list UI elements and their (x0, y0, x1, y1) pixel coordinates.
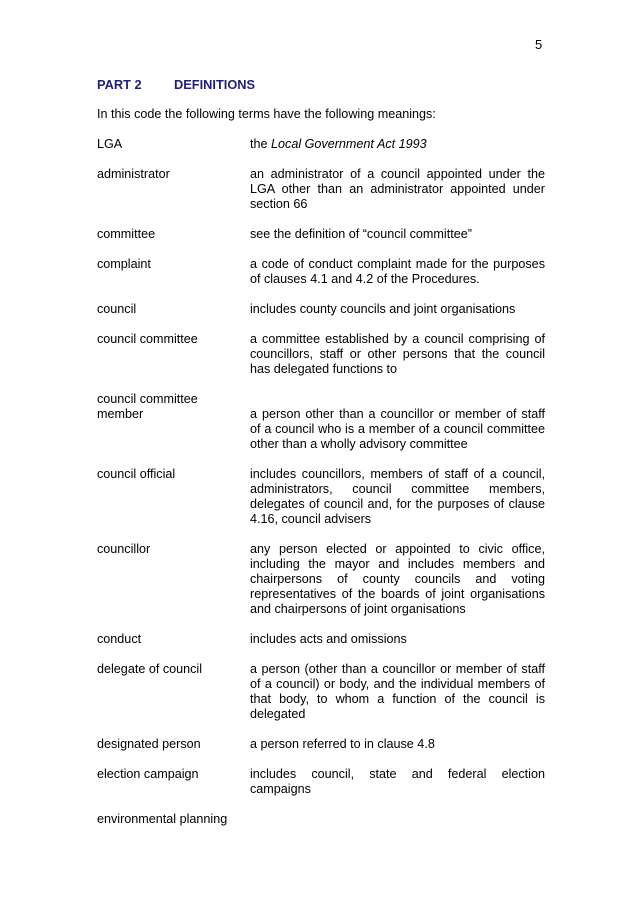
part-title: DEFINITIONS (174, 77, 256, 92)
definitions-list (97, 137, 545, 842)
definition (250, 137, 545, 152)
term: LGA (97, 137, 123, 151)
definition: includes council, state and federal election campaigns (250, 767, 545, 796)
term-line: council committee (97, 392, 198, 406)
definition: a committee established by a council comprising of councillors, staff or other persons that the council has delegated functions to (250, 332, 545, 376)
definition: see the definition of “council committee” (250, 227, 472, 241)
definition: a person other than a councillor or member of staff of a council who is a member of a council committee other than a wholly advisory committee (250, 407, 545, 451)
definition-row (97, 632, 545, 647)
definition-row (97, 392, 545, 452)
term: councillor (97, 542, 151, 556)
definition-row (97, 737, 545, 752)
definition-row (97, 812, 545, 827)
definition: a person (other than a councillor or member of staff of a council) or body, and the individual members of that body, to whom a function of the council is delegated (250, 662, 545, 721)
intro-text: In this code the following terms have the following meanings: (97, 107, 436, 121)
page-number: 5 (535, 37, 543, 52)
definition: an administrator of a council appointed under the LGA other than an administrator appointed under section 66 (250, 167, 545, 211)
definition: includes acts and omissions (250, 632, 407, 646)
definition-row (97, 542, 545, 617)
part-heading (97, 77, 255, 92)
definition-row (97, 662, 545, 722)
term-line: member (97, 407, 144, 421)
term: election campaign (97, 767, 199, 781)
definition-row (97, 137, 545, 152)
term (97, 392, 250, 452)
term: complaint (97, 257, 151, 271)
definition-row (97, 467, 545, 527)
definition: includes councillors, members of staff of a council, administrators, council committee members, delegates of council and, for the purposes of clause 4.16, council advisers (250, 467, 545, 526)
term: council official (97, 467, 176, 481)
term: council committee (97, 332, 198, 346)
definition-italic: Local Government Act 1993 (271, 137, 427, 151)
definition-row (97, 227, 545, 242)
term: environmental planning (97, 812, 228, 826)
term: conduct (97, 632, 142, 646)
definition-row (97, 257, 545, 287)
definition-row (97, 332, 545, 377)
term: administrator (97, 167, 170, 181)
definition-row (97, 767, 545, 797)
definition-row (97, 167, 545, 212)
part-label: PART 2 (97, 77, 142, 92)
term: council (97, 302, 137, 316)
term: delegate of council (97, 662, 203, 676)
definition-row (97, 302, 545, 317)
definition: a person referred to in clause 4.8 (250, 737, 435, 751)
term: designated person (97, 737, 201, 751)
definition-prefix: the (250, 137, 272, 151)
definition: a code of conduct complaint made for the purposes of clauses 4.1 and 4.2 of the Procedures. (250, 257, 545, 286)
definition: includes county councils and joint organisations (250, 302, 516, 316)
definition: any person elected or appointed to civic office, including the mayor and includes members and chairpersons of county councils and voting representatives of the boards of joint organisations and chairpersons of joint organisations (250, 542, 545, 616)
term: committee (97, 227, 156, 241)
